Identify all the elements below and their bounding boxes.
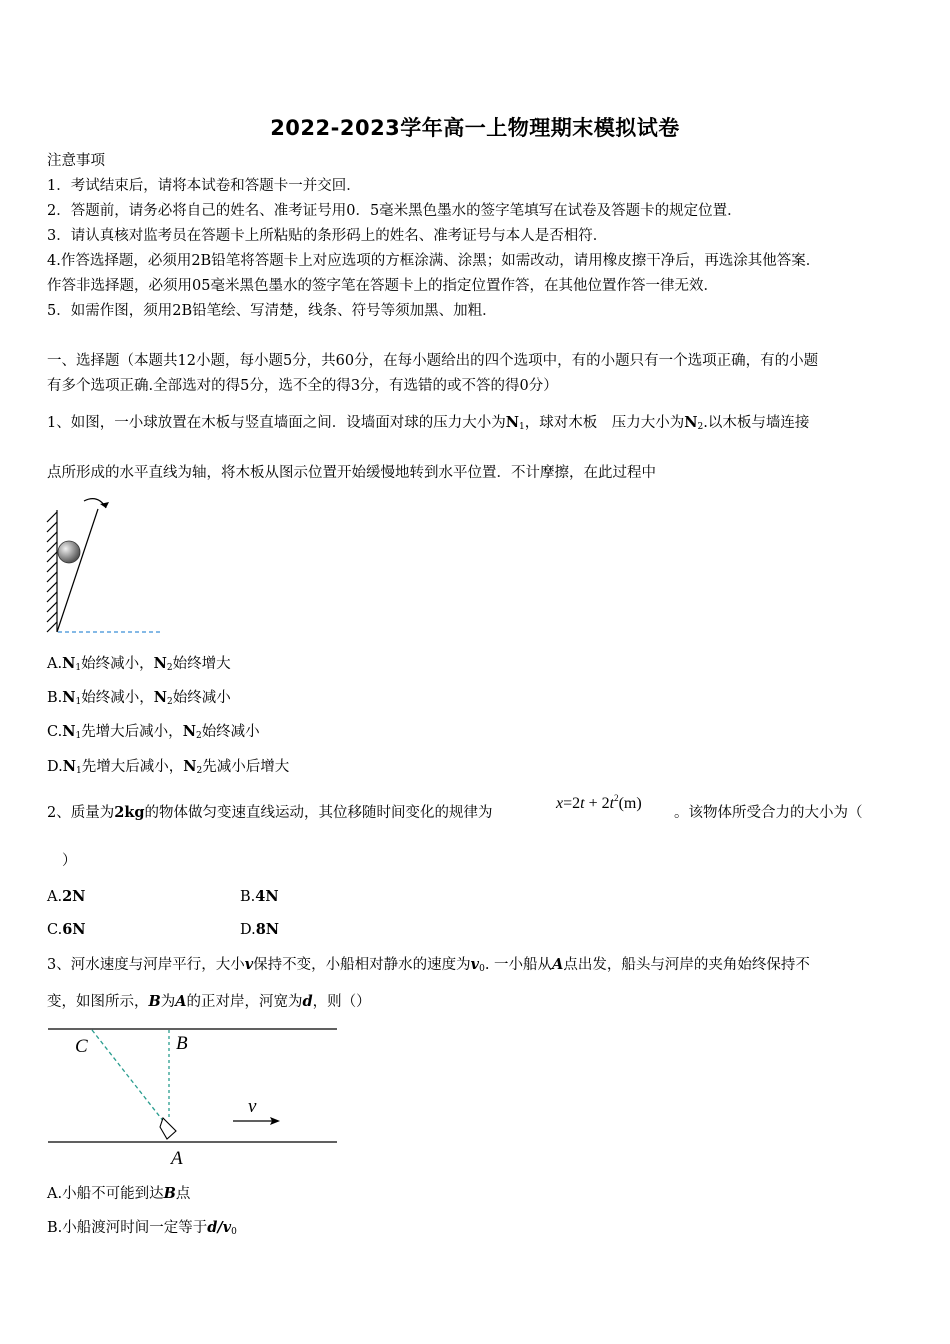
question-1-option-d[interactable]: $D.N_1$先增大后减小，$N_2$先减小后增大 bbox=[47, 758, 290, 776]
motion-formula: $x=2t + 2t^2(m)$ bbox=[556, 793, 642, 812]
question-1-stem: 1、如图，一小球放置在木板与竖直墙面之间．设墙面对球的压力大小为$N_1$，球对木板 压力大小为$N_2$.以木板与墙连接 bbox=[47, 414, 810, 432]
label-b: B bbox=[176, 1033, 188, 1054]
question-1-stem-cont: 点所形成的水平直线为轴，将木板从图示位置开始缓慢地转到水平位置．不计摩擦，在此过程中 bbox=[47, 465, 656, 481]
question-3-stem-cont: 变，如图所示，B为A的正对岸，河宽为d，则（） bbox=[47, 993, 371, 1010]
notice-item: 3．请认真核对监考员在答题卡上所粘贴的条形码上的姓名、准考证号与本人是否相符． bbox=[47, 228, 608, 244]
question-2-stem-end: 。该物体所受合力的大小为（ bbox=[674, 805, 863, 821]
question-1-option-c[interactable]: $C.N_1$先增大后减小，$N_2$始终减小 bbox=[47, 723, 260, 741]
notice-item: 1．考试结束后，请将本试卷和答题卡一并交回． bbox=[47, 178, 361, 194]
question-2-option-c[interactable]: C.6N bbox=[47, 921, 86, 938]
question-3-figure bbox=[40, 1020, 350, 1170]
question-2-stem: 2、质量为2kg的物体做匀变速直线运动，其位移随时间变化的规律为 bbox=[47, 804, 493, 821]
label-v: v bbox=[248, 1096, 257, 1117]
question-3-option-b[interactable]: B.小船渡河时间一定等于$d/v_0$ bbox=[47, 1219, 237, 1237]
section-intro: 一、选择题（本题共12小题，每小题5分，共60分，在每小题给出的四个选项中，有的小题只有一个选项正确，有的小题 bbox=[47, 353, 819, 369]
question-2-option-a[interactable]: A.2N bbox=[47, 888, 86, 905]
page-title: 2022-2023学年高一上物理期末模拟试卷 bbox=[270, 116, 680, 140]
question-1-figure bbox=[40, 492, 170, 642]
question-2-option-d[interactable]: D.8N bbox=[240, 921, 280, 938]
section-intro: 有多个选项正确.全部选对的得5分，选不全的得3分，有选错的或不答的得0分） bbox=[47, 378, 558, 394]
question-3-option-a[interactable]: A.小船不可能到达B点 bbox=[47, 1185, 191, 1202]
notice-item: 5．如需作图，须用2B铅笔绘、写清楚，线条、符号等须加黑、加粗． bbox=[47, 303, 497, 319]
question-2-option-b[interactable]: B.4N bbox=[240, 888, 279, 905]
notice-heading: 注意事项 bbox=[47, 153, 105, 169]
question-1-option-a[interactable]: $A.N_1$始终减小，$N_2$始终增大 bbox=[47, 655, 231, 673]
notice-item: 作答非选择题，必须用05毫米黑色墨水的签字笔在答题卡上的指定位置作答，在其他位置作答一律无效． bbox=[47, 278, 718, 294]
question-1-option-b[interactable]: $B.N_1$始终减小，$N_2$始终减小 bbox=[47, 689, 231, 707]
question-3-stem: 3、河水速度与河岸平行，大小v保持不变，小船相对静水的速度为$v_0$. 一小船从A点出发，船头与河岸的夹角始终保持不 bbox=[47, 956, 810, 974]
label-a: A bbox=[171, 1148, 183, 1169]
question-2-paren: ） bbox=[62, 853, 77, 869]
notice-item: 2．答题前，请务必将自己的姓名、准考证号用0．5毫米黑色墨水的签字笔填写在试卷及答题卡的规定位置． bbox=[47, 203, 742, 219]
notice-item: 4.作答选择题，必须用2B铅笔将答题卡上对应选项的方框涂满、涂黑；如需改动，请用橡皮擦干净后，再选涂其他答案． bbox=[47, 253, 821, 269]
label-c: C bbox=[75, 1036, 88, 1057]
